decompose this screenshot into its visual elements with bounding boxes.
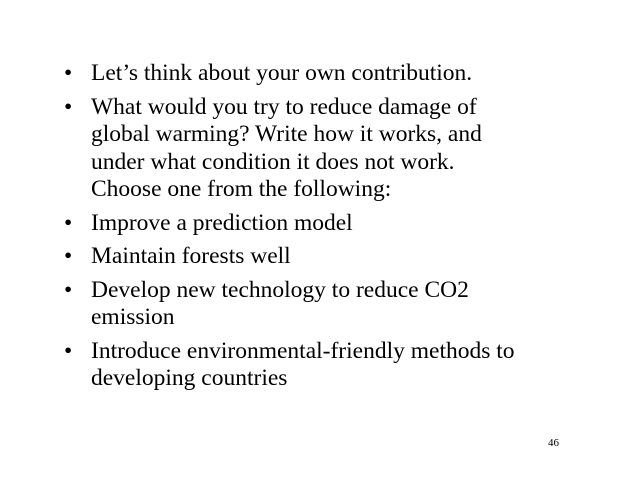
bullet-text-line: Develop new technology to reduce CO2	[91, 276, 469, 303]
bullet-text-line: under what condition it does not work.	[91, 148, 455, 175]
bullet-text-line: Let’s think about your own contribution.	[91, 60, 473, 86]
bullet-text-line: Improve a prediction model	[91, 209, 353, 236]
bullet-dot: •	[64, 60, 73, 86]
bullet-dot: •	[64, 209, 73, 236]
bullet-text-line: global warming? Write how it works, and	[91, 121, 482, 147]
page-number: 46	[548, 437, 559, 449]
bullet-text-line: Maintain forests well	[91, 243, 291, 269]
bullet-text-line: emission	[91, 304, 175, 330]
bullet-text-line: Introduce environmental-friendly methods to	[91, 337, 515, 364]
bullet-dot: •	[64, 337, 73, 364]
bullet-dot: •	[64, 276, 73, 303]
bullet-text-line: What would you try to reduce damage of	[91, 93, 477, 120]
bullet-item-developing-countries	[64, 338, 584, 393]
bullet-dot: •	[64, 93, 73, 120]
bullet-list	[64, 60, 584, 399]
bullet-text-line: Choose one from the following:	[91, 176, 392, 202]
bullet-item-technology	[64, 277, 584, 332]
bullet-item-question	[64, 94, 584, 204]
bullet-item-forests	[64, 243, 584, 271]
bullet-item-contribution	[64, 60, 584, 88]
bullet-item-prediction-model	[64, 210, 584, 238]
bullet-text-line: developing countries	[91, 365, 288, 391]
bullet-dot: •	[64, 243, 73, 269]
